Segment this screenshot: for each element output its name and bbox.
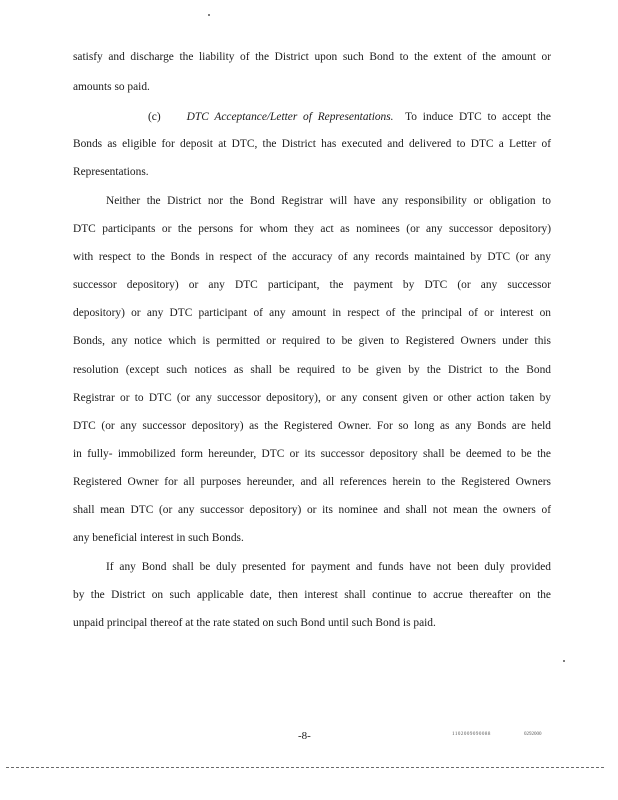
paragraph-3-line-2: DTC participants or the persons for whom they act as nominees (or any successor depository) (73, 223, 551, 235)
document-code: 1102009090088 (452, 732, 491, 737)
paragraph-3-line-6: Bonds, any notice which is permitted or required to be given to Registered Owners under this (73, 335, 551, 347)
scan-speck (208, 14, 210, 16)
paragraph-3-line-11: Registered Owner for all purposes hereunder, and all references herein to the Registered Owners (73, 476, 551, 488)
paragraph-2-line-1: Bonds as eligible for deposit at DTC, the District has executed and delivered to DTC a Letter of (73, 138, 551, 150)
paragraph-3-line-1: Neither the District nor the Bond Registrar will have any responsibility or obligation to (106, 195, 551, 207)
paragraph-3-line-10: in fully- immobilized form hereunder, DTC or its successor depository shall be deemed to be the (73, 448, 551, 460)
subsection-text: To induce DTC to accept the (405, 111, 551, 123)
paragraph-3-line-12: shall mean DTC (or any successor depository) or its nominee and shall not mean the owners of (73, 504, 551, 516)
subsection-marker: (c) (148, 111, 161, 123)
paragraph-4-line-3: unpaid principal thereof at the rate stated on such Bond until such Bond is paid. (73, 617, 436, 629)
paragraph-3-line-8: Registrar or to DTC (or any successor depository), or any consent given or other action taken by (73, 392, 551, 404)
subsection-title: DTC Acceptance/Letter of Representations. (186, 111, 394, 123)
scan-edge-line (6, 767, 604, 768)
paragraph-3-line-3: with respect to the Bonds in respect of the accuracy of any records maintained by DTC (or any (73, 251, 551, 263)
document-code-secondary: 0292000 (524, 732, 542, 737)
paragraph-3-line-5: depository) or any DTC participant of any amount in respect of the principal of or interest on (73, 307, 551, 319)
paragraph-3-line-7: resolution (except such notices as shall be required to be given by the District to the Bond (73, 364, 551, 376)
paragraph-3-line-13: any beneficial interest in such Bonds. (73, 532, 244, 544)
scan-speck (563, 660, 565, 662)
page-number: -8- (298, 730, 311, 742)
paragraph-2-line-2: Representations. (73, 166, 149, 178)
paragraph-3-line-4: successor depository) or any DTC participant, the payment by DTC (or any successor (73, 279, 551, 291)
paragraph-3-line-9: DTC (or any successor depository) as the Registered Owner. For so long as any Bonds are held (73, 420, 551, 432)
paragraph-1-line-1: satisfy and discharge the liability of the District upon such Bond to the extent of the amount or (73, 51, 551, 63)
paragraph-4-line-2: by the District on such applicable date, then interest shall continue to accrue thereafter on the (73, 589, 551, 601)
paragraph-1-line-2: amounts so paid. (73, 81, 150, 93)
paragraph-4-line-1: If any Bond shall be duly presented for payment and funds have not been duly provided (106, 561, 551, 573)
subsection-c-heading (148, 110, 551, 124)
